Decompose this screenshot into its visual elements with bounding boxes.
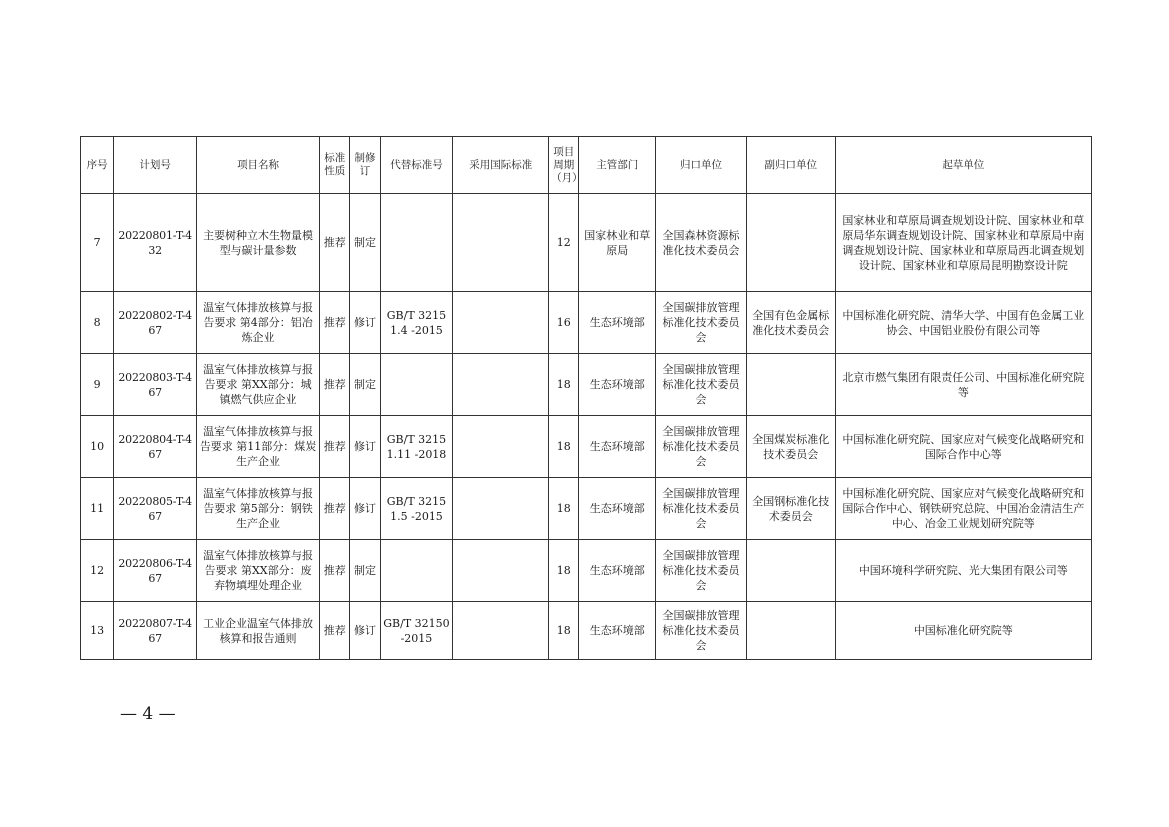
cell-nature: 推荐 [320,292,350,354]
cell-drafter: 中国环境科学研究院、光大集团有限公司等 [835,540,1091,602]
cell-unit: 全国碳排放管理标准化技术委员会 [656,602,747,660]
cell-cycle: 18 [549,540,579,602]
cell-cycle: 18 [549,416,579,478]
cell-nature: 推荐 [320,194,350,292]
cell-nature: 推荐 [320,354,350,416]
header-cycle: 项目周期（月） [549,137,579,194]
header-drafter: 起草单位 [835,137,1091,194]
cell-dept: 国家林业和草原局 [579,194,656,292]
cell-cycle: 18 [549,354,579,416]
cell-project-name: 温室气体排放核算与报告要求 第4部分：铝冶炼企业 [197,292,320,354]
cell-replaced: GB/T 32151.4 -2015 [380,292,453,354]
standards-plan-table [80,136,1092,660]
header-sub-unit: 副归口单位 [746,137,835,194]
cell-nature: 推荐 [320,540,350,602]
cell-revise: 修订 [350,602,380,660]
cell-seq: 8 [81,292,114,354]
cell-unit: 全国碳排放管理标准化技术委员会 [656,478,747,540]
cell-sub-unit: 全国钢标准化技术委员会 [746,478,835,540]
cell-dept: 生态环境部 [579,354,656,416]
cell-sub-unit [746,354,835,416]
header-replaced: 代替标准号 [380,137,453,194]
cell-cycle: 16 [549,292,579,354]
cell-revise: 制定 [350,540,380,602]
cell-revise: 制定 [350,354,380,416]
cell-unit: 全国碳排放管理标准化技术委员会 [656,292,747,354]
cell-intl [453,354,549,416]
cell-replaced [380,194,453,292]
cell-project-name: 温室气体排放核算与报告要求 第11部分：煤炭生产企业 [197,416,320,478]
cell-dept: 生态环境部 [579,540,656,602]
table-row [81,354,1092,416]
cell-replaced: GB/T 32150-2015 [380,602,453,660]
cell-replaced: GB/T 32151.11 -2018 [380,416,453,478]
cell-project-name: 工业企业温室气体排放核算和报告通则 [197,602,320,660]
table-header-row [81,137,1092,194]
table-row [81,416,1092,478]
cell-plan-no: 20220802-T-467 [114,292,197,354]
cell-dept: 生态环境部 [579,416,656,478]
cell-plan-no: 20220801-T-432 [114,194,197,292]
cell-unit: 全国碳排放管理标准化技术委员会 [656,540,747,602]
cell-intl [453,416,549,478]
header-nature: 标准性质 [320,137,350,194]
cell-plan-no: 20220804-T-467 [114,416,197,478]
cell-revise: 修订 [350,416,380,478]
cell-revise: 制定 [350,194,380,292]
cell-cycle: 12 [549,194,579,292]
cell-project-name: 温室气体排放核算与报告要求 第5部分：钢铁生产企业 [197,478,320,540]
table-row [81,478,1092,540]
cell-sub-unit: 全国有色金属标准化技术委员会 [746,292,835,354]
cell-seq: 9 [81,354,114,416]
cell-drafter: 北京市燃气集团有限责任公司、中国标准化研究院等 [835,354,1091,416]
cell-nature: 推荐 [320,478,350,540]
cell-sub-unit: 全国煤炭标准化技术委员会 [746,416,835,478]
cell-replaced: GB/T 32151.5 -2015 [380,478,453,540]
cell-seq: 13 [81,602,114,660]
cell-seq: 11 [81,478,114,540]
cell-project-name: 温室气体排放核算与报告要求 第XX部分：废弃物填埋处理企业 [197,540,320,602]
table-row [81,540,1092,602]
cell-dept: 生态环境部 [579,602,656,660]
cell-plan-no: 20220805-T-467 [114,478,197,540]
page-number: — 4 — [120,704,176,724]
cell-seq: 10 [81,416,114,478]
cell-intl [453,540,549,602]
cell-unit: 全国碳排放管理标准化技术委员会 [656,416,747,478]
cell-project-name: 温室气体排放核算与报告要求 第XX部分：城镇燃气供应企业 [197,354,320,416]
cell-cycle: 18 [549,478,579,540]
cell-replaced [380,354,453,416]
cell-seq: 7 [81,194,114,292]
cell-sub-unit [746,194,835,292]
cell-intl [453,194,549,292]
cell-nature: 推荐 [320,416,350,478]
cell-sub-unit [746,602,835,660]
cell-drafter: 中国标准化研究院、清华大学、中国有色金属工业协会、中国铝业股份有限公司等 [835,292,1091,354]
cell-project-name: 主要树种立木生物量模型与碳计量参数 [197,194,320,292]
header-revise: 制修订 [350,137,380,194]
header-intl: 采用国际标准 [453,137,549,194]
cell-drafter: 中国标准化研究院、国家应对气候变化战略研究和国际合作中心等 [835,416,1091,478]
table-row [81,602,1092,660]
cell-replaced [380,540,453,602]
cell-drafter: 中国标准化研究院、国家应对气候变化战略研究和国际合作中心、钢铁研究总院、中国冶金清洁生产中心、冶金工业规划研究院等 [835,478,1091,540]
header-unit: 归口单位 [656,137,747,194]
cell-plan-no: 20220803-T-467 [114,354,197,416]
cell-drafter: 国家林业和草原局调查规划设计院、国家林业和草原局华东调查规划设计院、国家林业和草原局中南调查规划设计院、国家林业和草原局西北调查规划设计院、国家林业和草原局昆明勘察设计院 [835,194,1091,292]
header-plan-no: 计划号 [114,137,197,194]
cell-sub-unit [746,540,835,602]
cell-drafter: 中国标准化研究院等 [835,602,1091,660]
cell-nature: 推荐 [320,602,350,660]
cell-revise: 修订 [350,292,380,354]
cell-revise: 修订 [350,478,380,540]
cell-dept: 生态环境部 [579,478,656,540]
cell-plan-no: 20220806-T-467 [114,540,197,602]
cell-unit: 全国森林资源标准化技术委员会 [656,194,747,292]
cell-intl [453,292,549,354]
cell-dept: 生态环境部 [579,292,656,354]
header-project-name: 项目名称 [197,137,320,194]
cell-plan-no: 20220807-T-467 [114,602,197,660]
cell-intl [453,478,549,540]
cell-intl [453,602,549,660]
cell-seq: 12 [81,540,114,602]
header-seq: 序号 [81,137,114,194]
table-row [81,292,1092,354]
table-row [81,194,1092,292]
cell-unit: 全国碳排放管理标准化技术委员会 [656,354,747,416]
cell-cycle: 18 [549,602,579,660]
header-dept: 主管部门 [579,137,656,194]
